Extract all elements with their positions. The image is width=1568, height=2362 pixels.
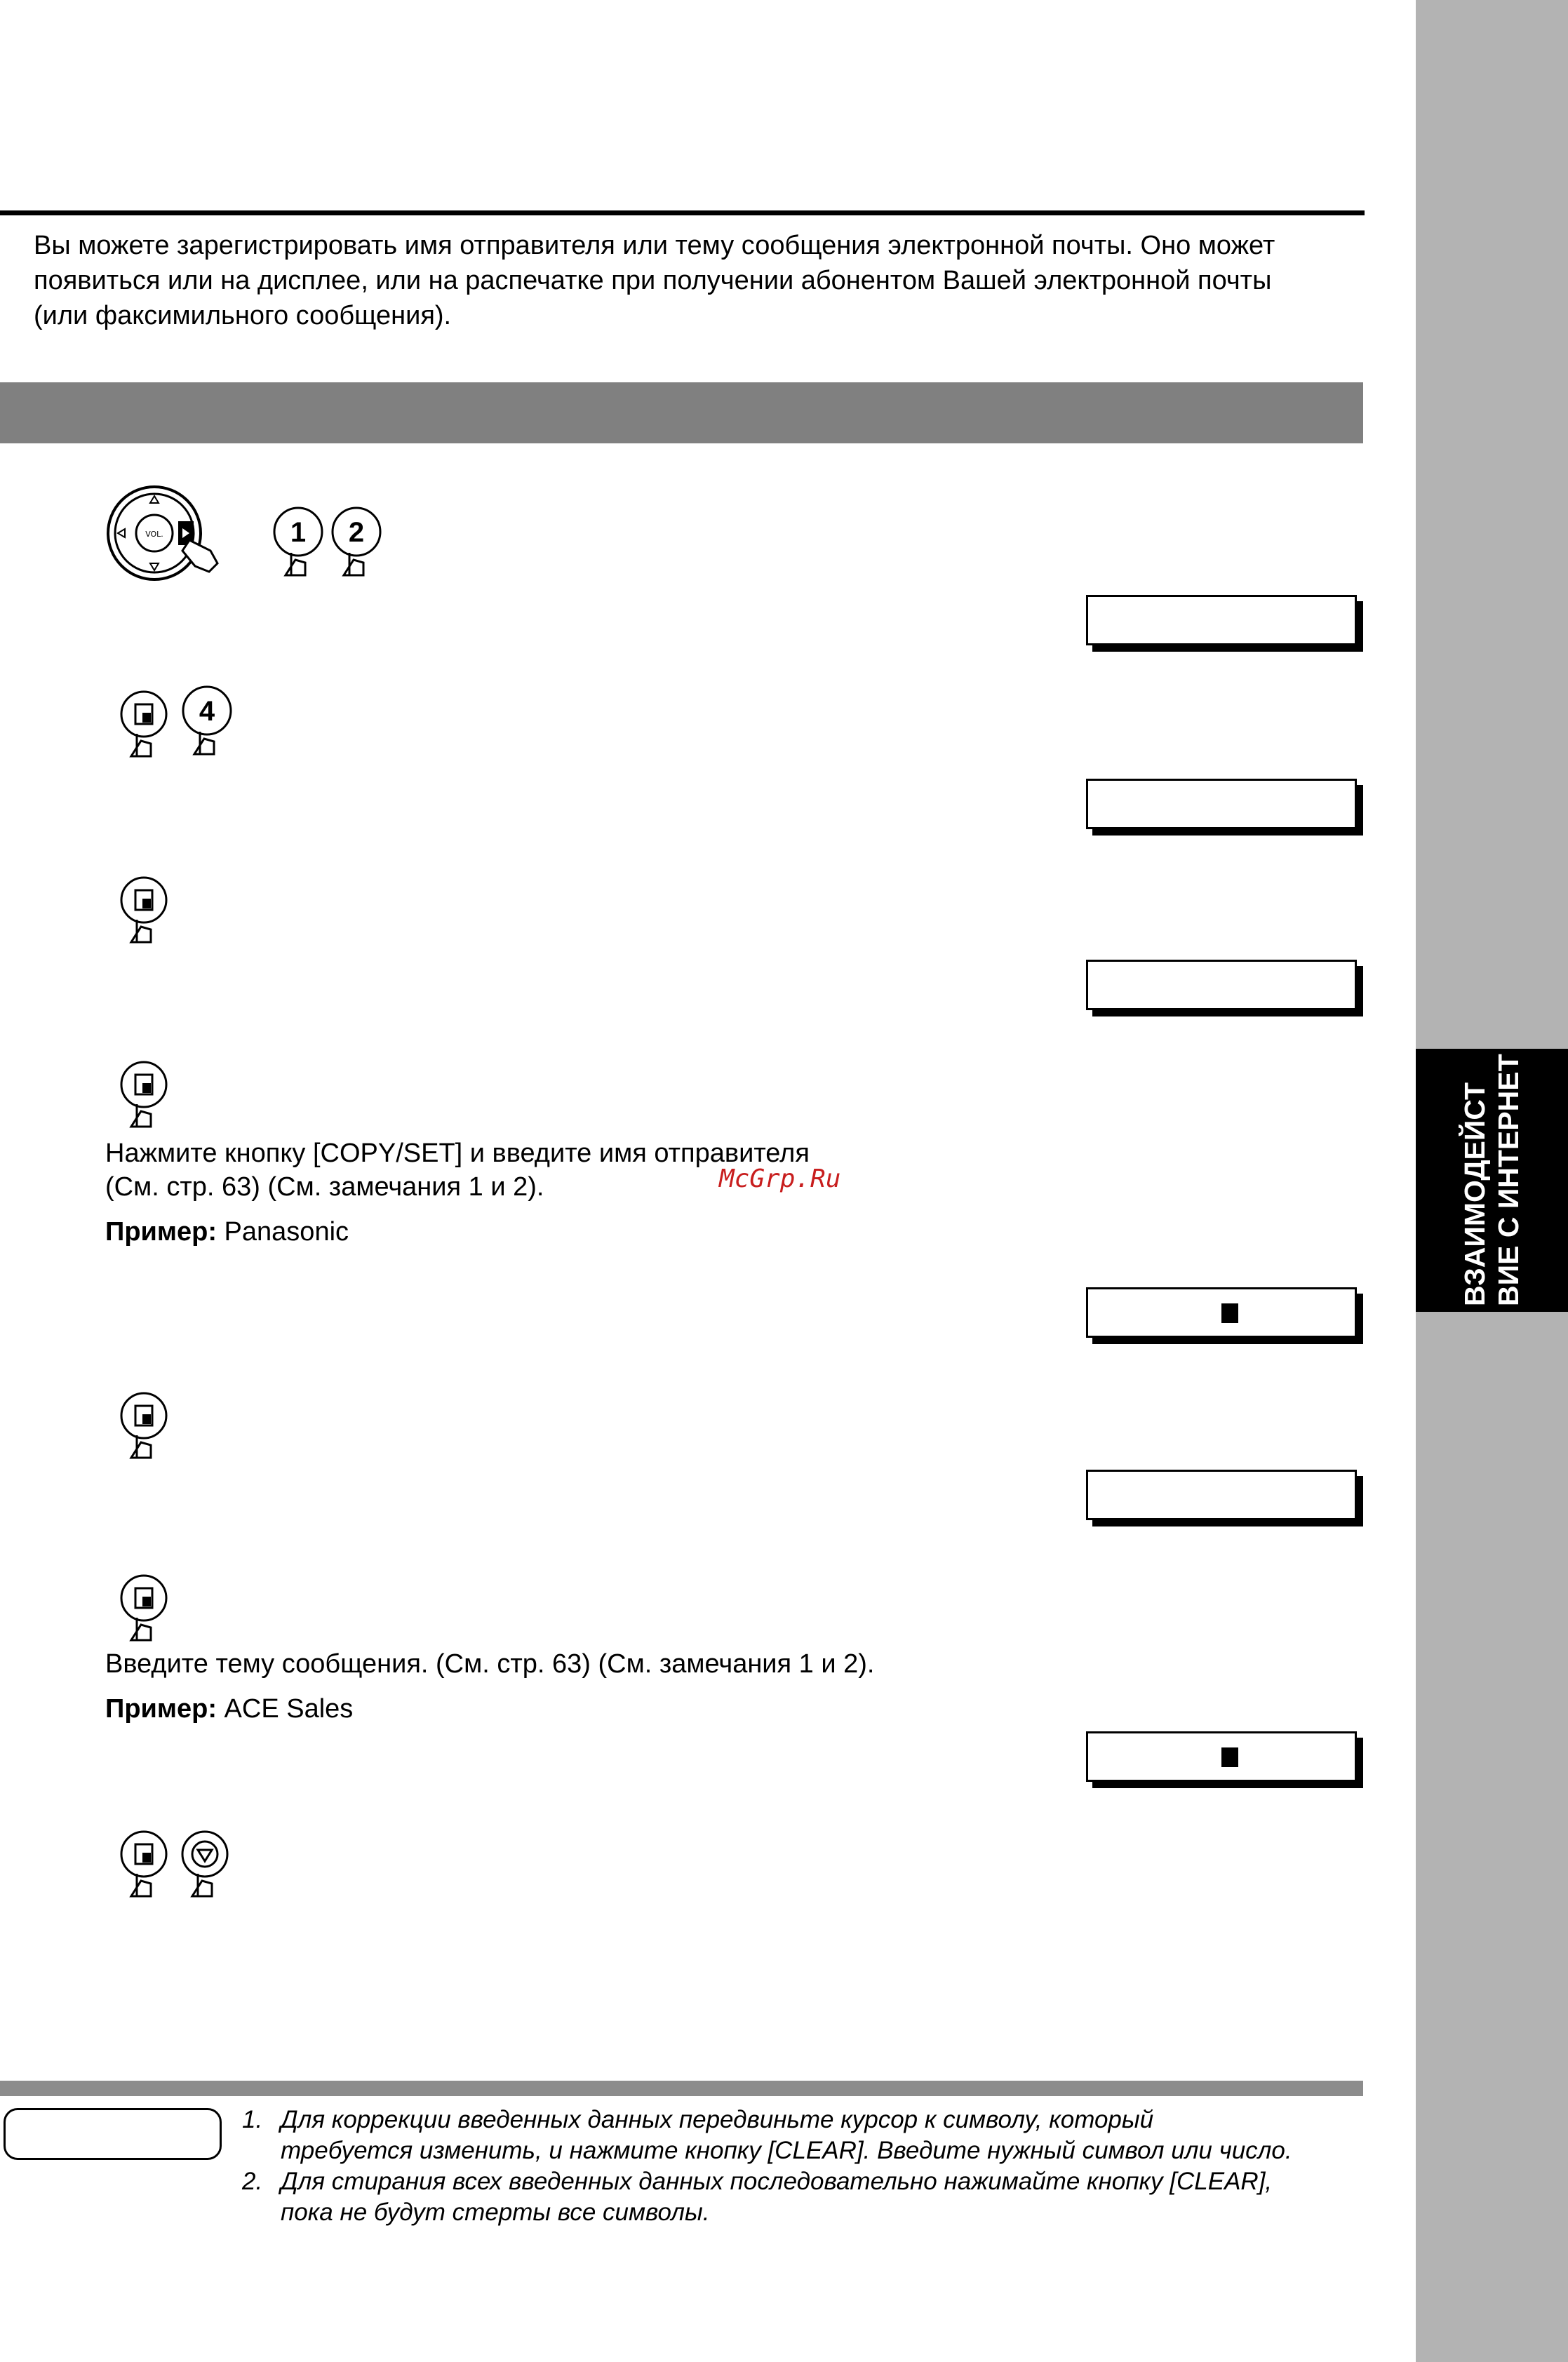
note-2-number: 2. — [242, 2168, 263, 2195]
notes-label-box — [4, 2108, 222, 2160]
set-key-icon — [116, 1571, 172, 1649]
key-2-label: 2 — [348, 517, 365, 548]
set-key-icon — [116, 1389, 172, 1466]
section-tab-label — [1435, 1054, 1548, 1306]
lcd-cursor — [1221, 1303, 1238, 1323]
set-key-icon — [116, 873, 172, 951]
notes-divider — [0, 2081, 1363, 2096]
note-2 — [242, 2166, 1312, 2228]
lcd-display-3 — [1086, 960, 1357, 1010]
note-1-line-1: Для коррекции введенных данных передвиньте курсор к символу, который — [281, 2106, 1154, 2133]
step4-instruction — [105, 1136, 810, 1204]
svg-text:VOL.: VOL. — [145, 530, 163, 539]
set-key-icon — [116, 1058, 172, 1135]
intro-paragraph — [34, 228, 1365, 333]
step6-example — [105, 1692, 353, 1726]
lcd-display-6 — [1086, 1731, 1357, 1782]
header-rule — [0, 210, 1365, 215]
step6-example-value: ACE Sales — [217, 1694, 354, 1724]
key-1-label: 1 — [290, 517, 307, 548]
step4-example — [105, 1215, 349, 1249]
step6-example-label: Пример: — [105, 1694, 217, 1724]
key-4-icon — [179, 684, 235, 765]
step4-example-value: Panasonic — [217, 1217, 349, 1247]
stop-key-icon — [177, 1827, 233, 1905]
lcd-cursor — [1221, 1747, 1238, 1767]
lcd-display-4 — [1086, 1287, 1357, 1338]
key-2-icon — [328, 505, 384, 586]
lcd-display-2 — [1086, 779, 1357, 829]
note-2-line-2: пока не будут стерты все символы. — [281, 2199, 710, 2226]
step4-line-1: Нажмите кнопку [COPY/SET] и введите имя отправителя — [105, 1139, 810, 1168]
step6-line-1: Введите тему сообщения. (См. стр. 63) (См. замечания 1 и 2). — [105, 1649, 875, 1679]
lcd-display-5 — [1086, 1470, 1357, 1520]
section-tab-line2: ВИЕ С ИНТЕРНЕТ — [1492, 1054, 1525, 1306]
intro-line-1: Вы можете зарегистрировать имя отправителя или тему сообщения электронной почты. Оно может — [34, 231, 1275, 260]
section-heading-band — [0, 382, 1363, 443]
step4-example-label: Пример: — [105, 1217, 217, 1247]
notes-list — [242, 2105, 1312, 2228]
key-1-icon — [270, 505, 326, 586]
note-2-line-1: Для стирания всех введенных данных последовательно нажимайте кнопку [CLEAR], — [281, 2168, 1273, 2195]
note-1-line-2: требуется изменить, и нажмите кнопку [CLEAR]. Введите нужный символ или число. — [281, 2137, 1292, 2164]
function-dial-icon — [105, 481, 232, 586]
note-1-number: 1. — [242, 2106, 263, 2133]
key-4-label: 4 — [199, 696, 215, 727]
note-1 — [242, 2105, 1312, 2166]
step6-instruction — [105, 1647, 875, 1681]
watermark: McGrp.Ru — [719, 1165, 841, 1193]
step4-line-2: (См. стр. 63) (См. замечания 1 и 2). — [105, 1172, 544, 1202]
intro-line-2: появиться или на дисплее, или на распечатке при получении абонентом Вашей электронной почты — [34, 266, 1272, 295]
lcd-display-1 — [1086, 595, 1357, 645]
set-key-icon — [116, 687, 172, 765]
set-key-icon — [116, 1827, 172, 1905]
section-tab-line1: ВЗАИМОДЕЙСТ — [1459, 1082, 1491, 1306]
intro-line-3: (или факсимильного сообщения). — [34, 301, 452, 330]
